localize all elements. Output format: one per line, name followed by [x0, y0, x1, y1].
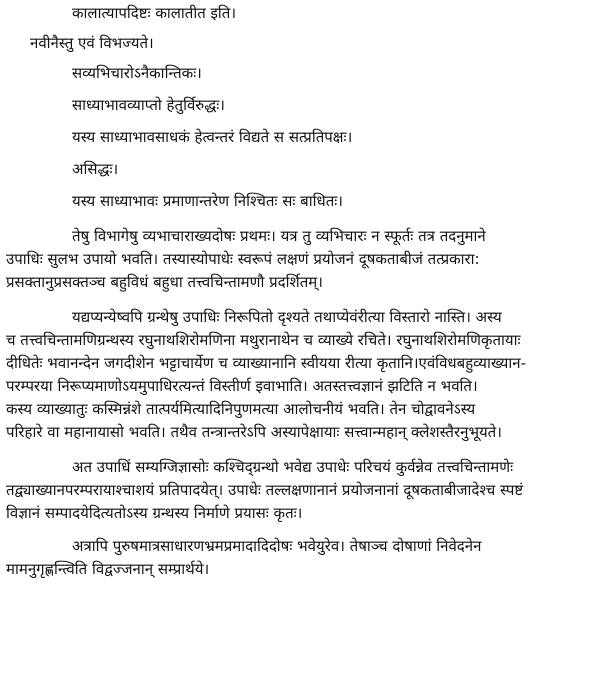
paragraph-line: परम्परया निरूप्यमाणोऽयमुपाधिरत्यन्तं विस्तीर्ण इवाभाति। अतस्तत्त्वज्ञानं झटिति न भवति।: [6, 377, 478, 395]
definition-line: असिद्धः।: [72, 160, 119, 178]
paragraph-line: उपाधिः सुलभ उपायो भवति। तस्यास्योपाधेः स्वरूपं लक्षणं प्रयोजनं दूषकताबीजं तत्प्रकारा:: [6, 250, 480, 268]
definition-list: [6, 63, 594, 211]
paragraph-line: अत उपाधिं सम्यग्जिज्ञासोः कश्चिद्ग्रन्थो भवेद्य उपाधेः परिचयं कुर्वन्नेव तत्त्वचिन्तामणेः: [72, 458, 514, 476]
definition-line: यस्य साध्याभावः प्रमाणान्तरेण निश्चितः सः बाधितः।: [72, 192, 343, 210]
paragraph-line: प्रसक्तानुप्रसक्तञ्च बहुविधं बहुधा तत्त्वचिन्तामणौ प्रदर्शितम्।: [6, 273, 323, 291]
paragraph-line: च तत्त्वचिन्तामणिग्रन्थस्य रघुनाथशिरोमणिना मथुरानाथेन च व्याख्ये रचिते। रघुनाथशिरोमणिकृतायाः: [6, 331, 521, 349]
paragraph-4: [6, 535, 594, 581]
definition-line: सव्यभिचारोऽनैकान्तिकः।: [72, 64, 202, 82]
definition-line: साध्याभावव्याप्तो हेतुर्विरुद्धः।: [72, 96, 225, 114]
paragraph-3: [6, 456, 594, 525]
paragraph-2: [6, 306, 594, 444]
paragraph-line: अत्रापि पुरुषमात्रसाधारणभ्रमप्रमादादिदोषः भवेयुरेव। तेषाञ्च दोषाणां निवेदनेन: [72, 537, 482, 555]
intro-block: [6, 0, 594, 53]
paragraph-line: तेषु विभागेषु व्यभाचाराख्यदोषः प्रथमः। यत्र तु व्यभिचारः न स्फूर्तः तत्र तदनुमाने: [72, 227, 486, 245]
paragraph-1: [6, 225, 594, 294]
paragraph-line: परिहारे वा महानायासो भवति। तथैव तन्त्रान्तरेऽपि अस्यापेक्षायाः सत्त्वान्महान् क्लेशस्तैरनुभूयते।: [6, 423, 502, 441]
paragraph-line: विज्ञानं सम्पादयेदित्यतोऽस्य ग्रन्थस्य निर्माणे प्रयासः कृतः।: [6, 504, 303, 522]
paragraph-line: दीधितेः भवानन्देन जगदीशेन भट्टाचार्येण च व्याख्यानानि स्वीयया रीत्या कृतानि।एवंविधबहुव्याख्यान-: [6, 354, 526, 372]
intro-line: नवीनैस्तु एवं विभज्यते।: [30, 34, 154, 52]
paragraph-line: मामनुगृह्णन्त्विति विद्वज्जनान् सम्प्रार्थये।: [6, 560, 210, 578]
paragraph-line: तद्व्याख्यानपरम्परायाश्चाशयं प्रतिपादयेत्। उपाधेः तल्लक्षणानानं प्रयोजनानां दूषकताबीजादेश्च स्पष्टं: [6, 481, 524, 499]
intro-line: कालात्यापदिष्टः कालातीत इति।: [72, 4, 237, 22]
paragraph-line: यद्यप्यन्येष्वपि ग्रन्थेषु उपाधिः निरूपितो दृश्यते तथाप्येवंरीत्या विस्तारो नास्ति। अस्य: [72, 308, 502, 326]
definition-line: यस्य साध्याभावसाधकं हेत्वन्तरं विद्यते स सत्प्रतिपक्षः।: [72, 128, 353, 146]
paragraph-line: कस्य व्याख्यातुः कस्मिन्नंशे तात्पर्यमित्यादिनिपुणमत्या आलोचनीयं भवति। तेन चोद्वावनेऽस्य: [6, 400, 476, 418]
